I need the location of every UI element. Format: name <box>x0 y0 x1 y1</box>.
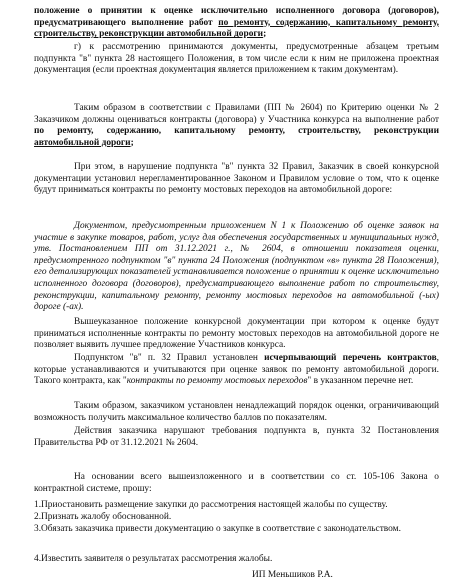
paragraph-basis: На основании всего вышеизложенного и в соответствии со ст. 105-106 Закона о контрактной системе, прошу: <box>34 472 439 494</box>
text-span: ; <box>263 29 267 40</box>
paragraph-above-provision: Вышеуказанное положение конкурсной документации при котором к оценке будут приниматься исполненные контракты по ремонту мостовых переходов на автомобильной дороге не позволяет выявить лучшее предложение Участников конкурса. <box>34 317 439 351</box>
request-item: 4.Известить заявителя о результатах рассмотрения жалобы. <box>34 554 273 564</box>
paragraph-subitem-g: г) к рассмотрению принимаются документы, предусмотренные абзацем третьим подпункта "в" пункта 28 настоящего Положения, в том числе если к ним не приложена проектная документация (если проектная документация является приложением к таким документам). <box>34 42 439 76</box>
request-item: 2.Признать жалобу обоснованной. <box>34 512 172 522</box>
paragraph-criterion-end <box>34 6 439 41</box>
bold-text: исчерпывающий перечень контрактов <box>264 353 437 363</box>
paragraph-exhaustive-list <box>34 353 439 388</box>
paragraph-thus-order: Таким образом, заказчиком установлен ненадлежащий порядок оценки, ограничивающий возможность получить максимальное количество баллов по показателям. <box>34 401 439 423</box>
paragraph-quote: Документом, предусмотренным приложением N 1 к Положению об оценке заявок на участие в закупке товаров, работ, услуг для обеспечения государственных и муниципальных нужд, утв. Постановлением ПП от 31.12.2021 г., № 2604, в отношении показателя оценки, предусмотренного подпунктом "в" пункта 24 Положения (подпунктом «в» пункта 28 Положения), его детализирующих показателей устанавливается положение о принятии к оценке исключительно исполненного договора (договоров), предусматривающего выполнение работ по строительству, реконструкции, капитальному ремонту, ремонту мостовых переходов на автомобильной (-ых) дороге (-ах). <box>34 221 439 313</box>
text-span: положение о принятии к оценке исключительно исполненного договора (договоров), предусматривающего выполнение работ <box>34 6 439 28</box>
bold-text: ; <box>130 137 134 148</box>
paragraph-actions: Действия заказчика нарушают требования подпункта в, пункта 32 Постановления Правительства РФ от 31.12.2021 № 2604. <box>34 426 439 448</box>
text-span: Подпунктом "в" п. 32 Правил установлен <box>74 353 265 363</box>
signature: ИП Меньшиков Р.А. <box>252 570 333 580</box>
request-item: 1.Приостановить размещение закупки до рассмотрения настоящей жалобы по существу. <box>34 500 388 510</box>
text-span: " в указанном перечне нет. <box>307 376 414 387</box>
underlined-text: по ремонту, содержанию, капитальному ремонту, строительству, реконструкции автомобильной дороги <box>34 17 439 40</box>
text-span: , которые устанавливаются и учитываются при оценке заявок по ремонту автомобильной дороги. Такого контракта, как " <box>34 353 439 387</box>
request-item: 3.Обязать заказчика привести документацию о закупке в соответствие с законодательством. <box>34 524 401 534</box>
text-span: Таким образом в соответствии с Правилами (ПП № 2604) по Критерию оценки № 2 Заказчиком должны оцениваться контракты (договора) у Участника конкурса на выполнение работ <box>34 103 439 125</box>
paragraph-violation: При этом, в нарушение подпункта "в" пункта 32 Правил, Заказчик в своей конкурсной документации установил нерегламентированное Законом и Правилом условие о том, что к оценке будут приниматься контракты по ремонту мостовых переходов на автомобильной дороге: <box>34 162 439 196</box>
paragraph-thus-rules <box>34 103 439 149</box>
italic-text: контракты по ремонту мостовых переходов <box>126 376 308 387</box>
bold-text: по ремонту, содержанию, капитальному ремонту, строительству, реконструкции <box>34 126 439 137</box>
bold-underlined-text: автомобильной дороги <box>34 137 131 148</box>
